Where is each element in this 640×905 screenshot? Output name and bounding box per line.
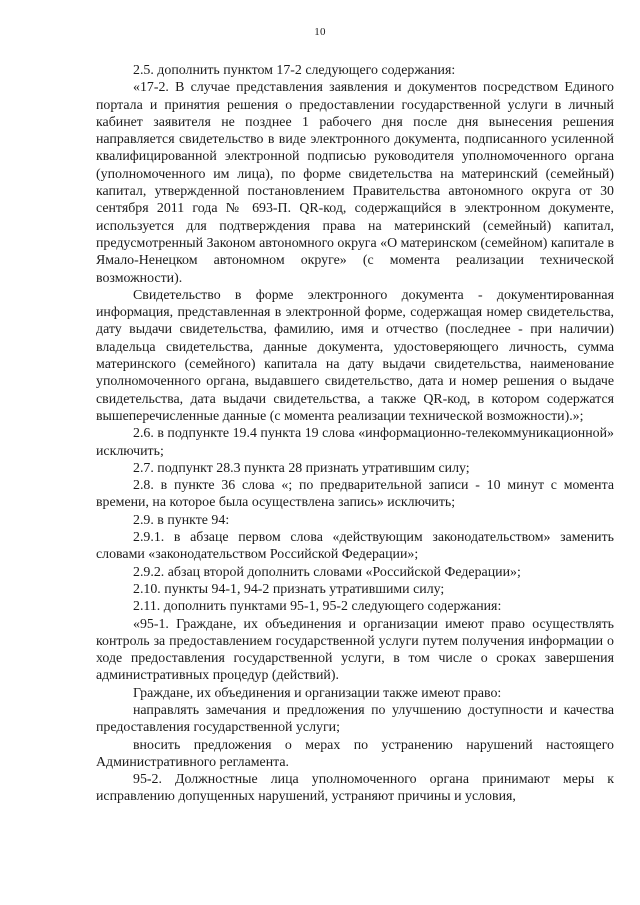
paragraph-2-7: 2.7. подпункт 28.3 пункта 28 признать утратившим силу; xyxy=(133,460,470,476)
paragraph-2-5: 2.5. дополнить пунктом 17-2 следующего содержания: xyxy=(133,63,456,78)
paragraph-95-1: «95-1. Граждане, их объединения и организации имеют право осуществлять контроль за предоставлением государственной услуги путем получения информации о ходе предоставления государственной услуги, в том числе о сроках завершения административных процедур (действий). xyxy=(96,616,614,684)
paragraph-2-9-1: 2.9.1. в абзаце первом слова «действующим законодательством» заменить словами «законодательством Российской Федерации»; xyxy=(96,530,614,563)
paragraph-2-11: 2.11. дополнить пунктами 95-1, 95-2 следующего содержания: xyxy=(133,599,502,615)
paragraph-17-2: «17-2. В случае представления заявления и документов посредством Единого портала и принятия решения о предоставлении государственной услуги в личный кабинет заявителя не позднее 1 рабочего дня после дня вынесения решения направляется свидетельство в виде электронного документа, подписанного усиленной квалифицированной электронной подписью руководителя уполномоченного органа (уполномоченного им лица), по форме свидетельства на материнский (семейный) капитал, утвержденной постановлением Правительства автономного округа от 30 сентября 2011 года № 693-П. QR-код, содержащийся в электронном документе, используется для подтверждения права на материнский (семейный) капитал, предусмотренный Законом автономного округа «О материнском (семейном) капитале в Ямало-Ненецком автономном округе» (с момента реализации технической возможности). xyxy=(96,80,614,286)
page-number: 10 xyxy=(314,26,326,38)
paragraph-2-9-2: 2.9.2. абзац второй дополнить словами «Российской Федерации»; xyxy=(133,564,521,580)
paragraph-95-2: 95-2. Должностные лица уполномоченного органа принимают меры к исправлению допущенных нарушений, устраняют причины и условия, xyxy=(96,772,614,805)
paragraph-2-9: 2.9. в пункте 94: xyxy=(133,512,230,528)
paragraph-right-send-remarks: направлять замечания и предложения по улучшению доступности и качества предоставления государственной услуги; xyxy=(96,702,614,736)
paragraph-certificate-definition: Свидетельство в форме электронного документа - документированная информация, представленная в электронной форме, содержащая номер свидетельства, дату выдачи свидетельства, фамилию, имя и отчество (последнее - при наличии) владельца свидетельства, данные документа, удостоверяющего личность, сумма материнского (семейного) капитала на дату выдачи свидетельства, наименование уполномоченного органа, выдавшего свидетельство, дата и номер решения о выдаче свидетельства, дата выдачи свидетельства, а также QR-код, в котором содержатся вышеперечисленные данные (с момента реализации технической возможности).»; xyxy=(96,287,614,424)
paragraph-rights-intro: Граждане, их объединения и организации также имеют право: xyxy=(133,685,502,701)
paragraph-2-8: 2.8. в пункте 36 слова «; по предварительной записи - 10 минут с момента времени, на которое была осуществлена запись» исключить; xyxy=(96,478,614,511)
document-body xyxy=(96,62,614,806)
paragraph-2-10: 2.10. пункты 94-1, 94-2 признать утратившими силу; xyxy=(133,581,445,597)
paragraph-2-6: 2.6. в подпункте 19.4 пункта 19 слова «информационно-телекоммуникационной» исключить; xyxy=(96,426,614,459)
paragraph-right-propose-measures: вносить предложения о мерах по устранению нарушений настоящего Административного регламента. xyxy=(96,737,614,770)
